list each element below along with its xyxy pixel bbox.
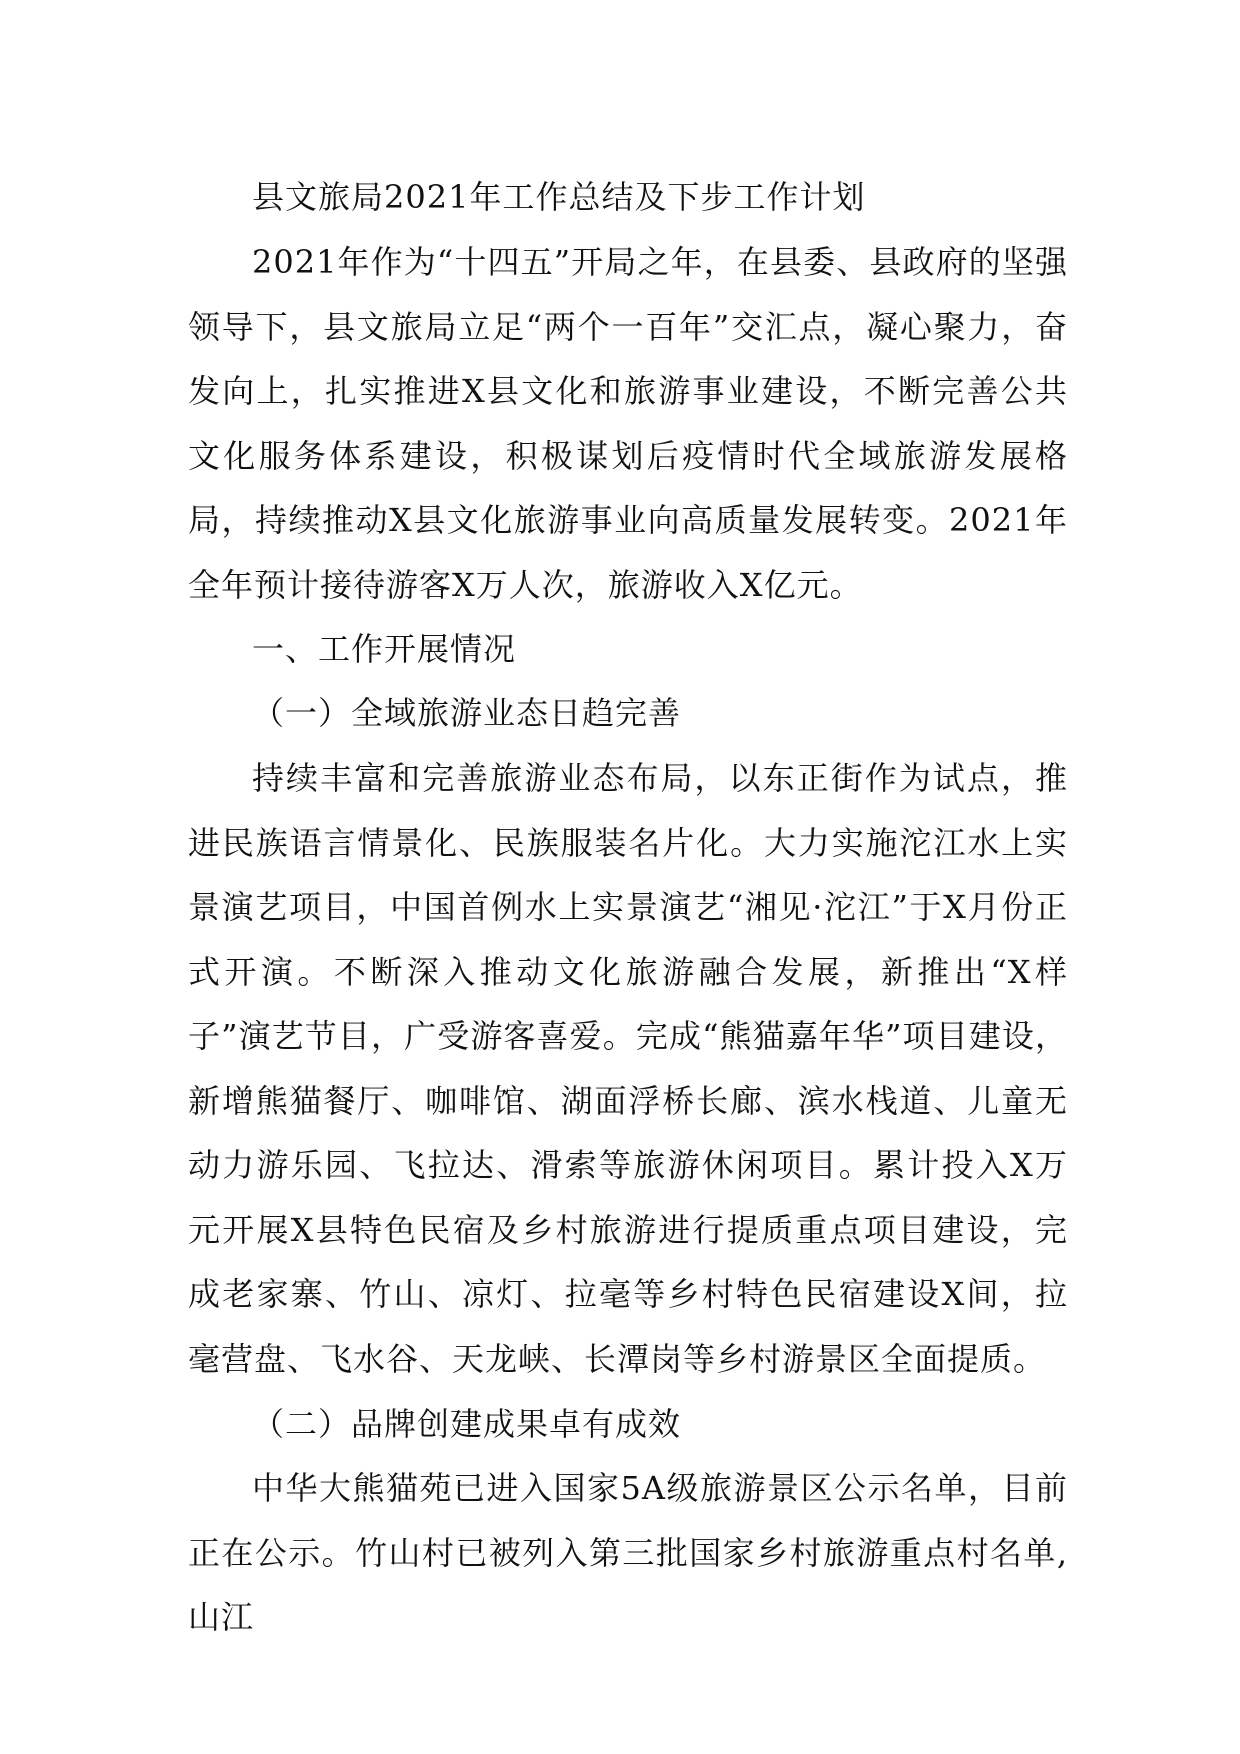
subsection-paragraph-1: 持续丰富和完善旅游业态布局，以东正街作为试点，推进民族语言情景化、民族服装名片化。大力实施沱江水上实景演艺项目，中国首例水上实景演艺“湘见·沱江”于X月份正式开演。不断深入推动文化旅游融合发展，新推出“X样子”演艺节目，广受游客喜爱。完成“熊猫嘉年华”项目建设，新增熊猫餐厅、咖啡馆、湖面浮桥长廊、滨水栈道、儿童无动力游乐园、飞拉达、滑索等旅游休闲项目。累计投入X万元开展X县特色民宿及乡村旅游进行提质重点项目建设，完成老家寨、竹山、凉灯、拉毫等乡村特色民宿建设X间，拉毫营盘、飞水谷、天龙峡、长潭岗等乡村游景区全面提质。 (188, 759, 1068, 1378)
section-heading-1: 一、工作开展情况 (252, 630, 517, 668)
subsection-paragraph-2: 中华大熊猫苑已进入国家5A级旅游景区公示名单，目前正在公示。竹山村已被列入第三批国家乡村旅游重点村名单,山江 (188, 1469, 1068, 1636)
intro-paragraph: 2021年作为“十四五”开局之年，在县委、县政府的坚强领导下，县文旅局立足“两个一百年”交汇点，凝心聚力，奋发向上，扎实推进X县文化和旅游事业建设，不断完善公共文化服务体系建设，积极谋划后疫情时代全域旅游发展格局，持续推动X县文化旅游事业向高质量发展转变。2021年全年预计接待游客X万人次，旅游收入X亿元。 (188, 243, 1068, 604)
subsection-heading-2: （二）品牌创建成果卓有成效 (252, 1405, 682, 1443)
subsection-heading-1: （一）全域旅游业态日趋完善 (252, 694, 682, 732)
document-title: 县文旅局2021年工作总结及下步工作计划 (252, 178, 866, 216)
